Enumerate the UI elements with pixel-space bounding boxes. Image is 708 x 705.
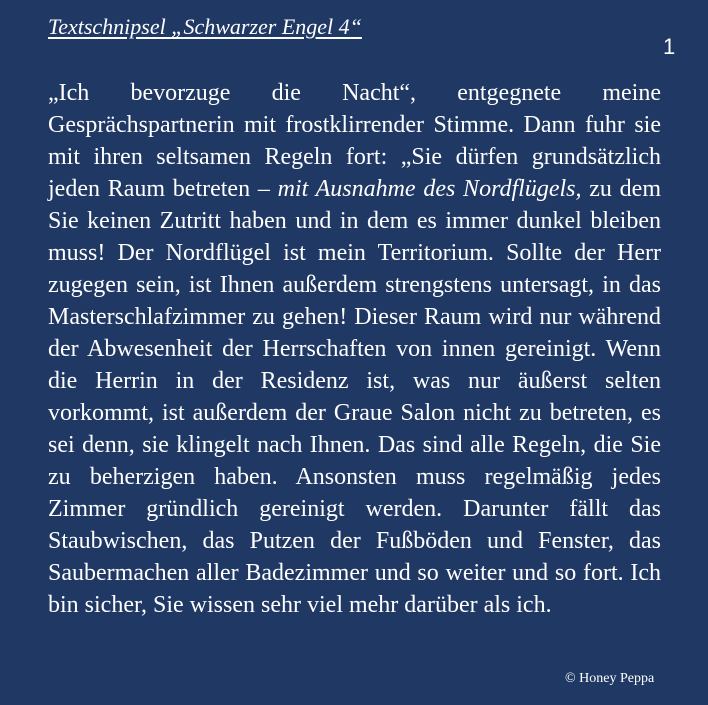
excerpt-text-part1: „Ich bevorzuge die Nacht“, entgegnete meine Gesprächspartnerin mit frostklirrender Stimme. Dann fuhr sie mit ihren seltsamen Regeln fort: „Sie dürfen grundsätzlich jeden Raum betreten – bbox=[48, 80, 661, 202]
excerpt-emphasis: mit Ausnahme des Nordflügels, bbox=[277, 176, 582, 202]
copyright-notice: © Honey Peppa bbox=[565, 671, 655, 686]
text-excerpt bbox=[48, 77, 661, 621]
page-title: Textschnipsel „Schwarzer Engel 4“ bbox=[48, 14, 362, 39]
excerpt-text-part2: zu dem Sie keinen Zutritt haben und in dem es immer dunkel bleiben muss! Der Nordflügel ist mein Territorium. Sollte der Herr zugegen sein, ist Ihnen außerdem strengstens untersagt, in das Masterschlafzimmer zu gehen! Dieser Raum wird nur während der Abwesenheit der Herrschaften von innen gereinigt. Wenn die Herrin in der Residenz ist, was nur äußerst selten vorkommt, ist außerdem der Graue Salon nicht zu betreten, es sei denn, sie klingelt nach Ihnen. Das sind alle Regeln, die Sie zu beherzigen haben. Ansonsten muss regelmäßig jedes Zimmer gründlich gereinigt werden. Darunter fällt das Staubwischen, das Putzen der Fußböden und Fenster, das Saubermachen aller Badezimmer und so weiter und so fort. Ich bin sicher, Sie wissen sehr viel mehr darüber als ich. bbox=[48, 176, 661, 618]
page-number: 1 bbox=[663, 34, 676, 59]
